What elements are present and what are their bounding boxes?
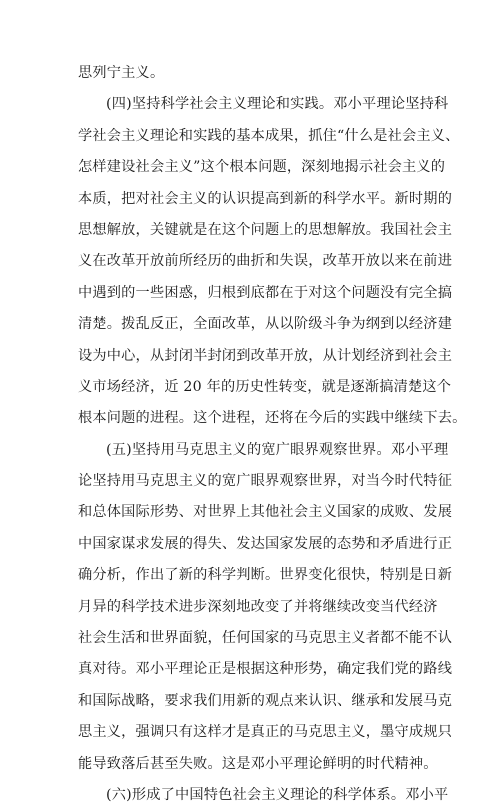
text-line: 本质，把对社会主义的认识提高到新的科学水平。新时期的 <box>78 190 453 207</box>
text-line: 思列宁主义。 <box>78 65 165 81</box>
text-line: 和国际战略，要求我们用新的观点来认识、继承和发展马克 <box>78 692 453 709</box>
text-line: 思想解放，关键就是在这个问题上的思想解放。我国社会主 <box>78 221 453 238</box>
text-line: 义市场经济，近 20 年的历史性转变，就是逐渐搞清楚这个 <box>78 378 452 395</box>
text-line: 中国家谋求发展的得失、发达国家发展的态势和矛盾进行正 <box>78 535 453 552</box>
paragraph-heading-6: (六)形成了中国特色社会主义理论的科学体系。邓小平 <box>106 786 449 803</box>
text-line: 思主义，强调只有这样才是真正的马克思主义，墨守成规只 <box>78 724 453 741</box>
document-body <box>78 58 467 811</box>
text-line: 论坚持用马克思主义的宽广眼界观察世界，对当今时代特征 <box>78 473 453 490</box>
text-line: 社会生活和世界面貌，任何国家的马克思主义者都不能不认 <box>78 630 453 647</box>
text-line: 真对待。邓小平理论正是根据这种形势，确定我们党的路线 <box>78 661 453 678</box>
text-line: 能导致落后甚至失败。这是邓小平理论鲜明的时代精神。 <box>78 755 438 772</box>
text-line: 根本问题的进程。这个进程，还将在今后的实践中继续下去。 <box>78 410 467 427</box>
text-line: 月异的科学技术进步深刻地改变了并将继续改变当代经济 <box>78 598 438 615</box>
text-line: 设为中心，从封闭半封闭到改革开放，从计划经济到社会主 <box>78 347 453 364</box>
paragraph-heading-5: (五)坚持用马克思主义的宽广眼界观察世界。邓小平理 <box>106 441 449 458</box>
paragraph-heading-4: (四)坚持科学社会主义理论和实践。邓小平理论坚持科 <box>106 96 449 113</box>
text-line: 怎样建设社会主义”这个根本问题，深刻地揭示社会主义的 <box>78 159 446 176</box>
text-line: 学社会主义理论和实践的基本成果，抓住“什么是社会主义、 <box>78 127 460 144</box>
text-line: 确分析，作出了新的科学判断。世界变化很快，特别是日新 <box>78 567 453 584</box>
text-line: 中遇到的一些困惑，归根到底都在于对这个问题没有完全搞 <box>78 284 453 301</box>
text-line: 清楚。拨乱反正，全面改革，从以阶级斗争为纲到以经济建 <box>78 316 453 333</box>
text-line: 义在改革开放前所经历的曲折和失误，改革开放以来在前进 <box>78 253 453 270</box>
text-line: 和总体国际形势、对世界上其他社会主义国家的成败、发展 <box>78 504 453 521</box>
